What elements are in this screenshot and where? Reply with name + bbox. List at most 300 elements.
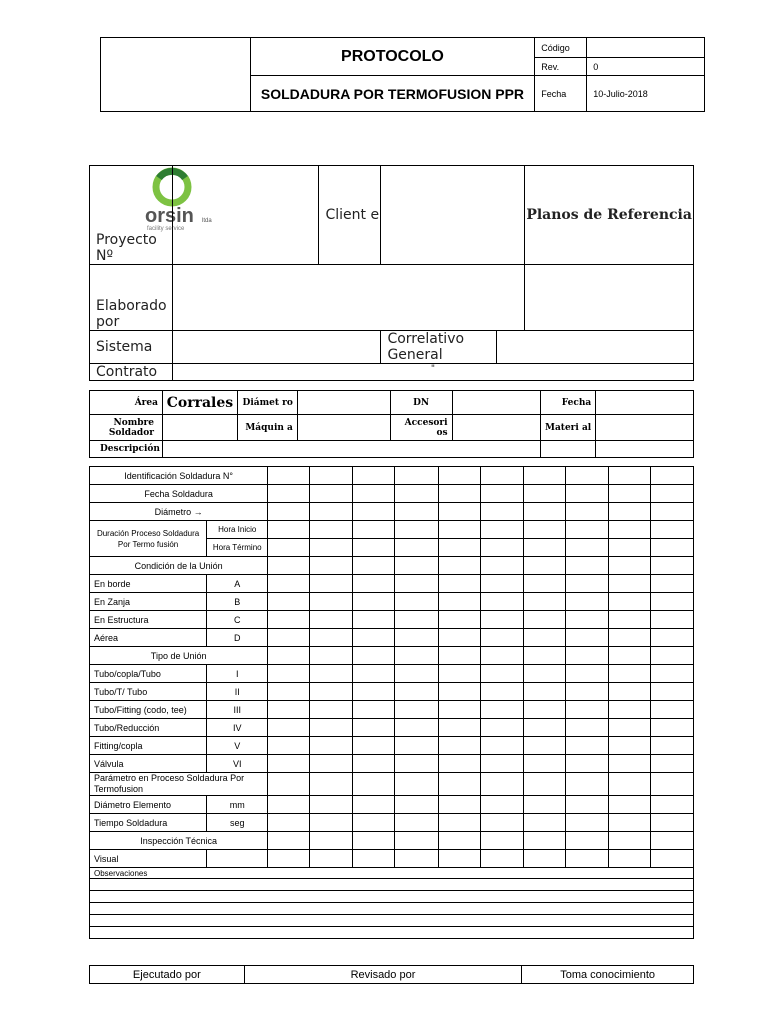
- weld-cell[interactable]: [480, 575, 523, 593]
- sistema-value[interactable]: [172, 331, 380, 364]
- codigo-label: Código: [535, 38, 587, 58]
- fecha-label: Fecha: [535, 76, 587, 112]
- weld-cell[interactable]: [608, 755, 650, 773]
- header-table: [100, 37, 705, 112]
- weld-cell[interactable]: [565, 593, 608, 611]
- weld-cell[interactable]: [395, 796, 438, 814]
- weld-cell[interactable]: [650, 557, 693, 575]
- weld-cell[interactable]: [268, 773, 310, 796]
- weld-cell[interactable]: [438, 665, 480, 683]
- weld-cell[interactable]: [438, 832, 480, 850]
- project-table: [89, 165, 694, 381]
- weld-cell[interactable]: [608, 593, 650, 611]
- weld-cell[interactable]: [438, 503, 480, 521]
- material-label: Materi al: [541, 415, 596, 441]
- descripcion-extra-2[interactable]: [596, 441, 694, 458]
- weld-cell[interactable]: [523, 629, 565, 647]
- accesorios-value[interactable]: [452, 415, 541, 441]
- weld-cell[interactable]: [310, 629, 353, 647]
- weld-cell[interactable]: [565, 611, 608, 629]
- weld-cell[interactable]: [268, 832, 310, 850]
- weld-cell[interactable]: [310, 485, 353, 503]
- weld-cell[interactable]: [523, 773, 565, 796]
- identificacion-label: Identificación Soldadura N°: [90, 467, 268, 485]
- weld-cell[interactable]: [310, 773, 353, 796]
- weld-cell[interactable]: [268, 701, 310, 719]
- weld-cell[interactable]: [565, 503, 608, 521]
- weld-cell[interactable]: [353, 755, 395, 773]
- weld-cell[interactable]: [565, 832, 608, 850]
- weld-cell[interactable]: [310, 593, 353, 611]
- proyecto-value[interactable]: [172, 166, 319, 265]
- weld-cell[interactable]: [310, 755, 353, 773]
- protocol-title: PROTOCOLO: [250, 38, 535, 76]
- dn-label: DN: [390, 391, 452, 415]
- weld-cell[interactable]: [353, 467, 395, 485]
- weld-cell[interactable]: [650, 485, 693, 503]
- weld-cell[interactable]: [565, 701, 608, 719]
- weld-cell[interactable]: [480, 683, 523, 701]
- observaciones-line[interactable]: [90, 915, 694, 927]
- weld-cell[interactable]: [480, 755, 523, 773]
- weld-cell[interactable]: [650, 593, 693, 611]
- weld-cell[interactable]: [480, 629, 523, 647]
- weld-cell[interactable]: [395, 850, 438, 868]
- tipo-2-code: III: [207, 701, 268, 719]
- weld-cell[interactable]: [395, 665, 438, 683]
- weld-cell[interactable]: [523, 814, 565, 832]
- weld-cell[interactable]: [353, 683, 395, 701]
- nombre-soldador-label: Nombre Soldador: [90, 415, 163, 441]
- weld-cell[interactable]: [268, 796, 310, 814]
- weld-cell[interactable]: [608, 719, 650, 737]
- condicion-3-code: D: [207, 629, 268, 647]
- weld-cell[interactable]: [438, 773, 480, 796]
- weld-cell[interactable]: [353, 773, 395, 796]
- weld-cell[interactable]: [438, 647, 480, 665]
- elaborado-label: Elaborado por: [90, 265, 173, 331]
- weld-cell[interactable]: [608, 629, 650, 647]
- weld-cell[interactable]: [565, 575, 608, 593]
- weld-cell[interactable]: [650, 773, 693, 796]
- weld-cell[interactable]: [565, 773, 608, 796]
- weld-cell[interactable]: [565, 850, 608, 868]
- weld-cell[interactable]: [608, 683, 650, 701]
- weld-cell[interactable]: [268, 665, 310, 683]
- weld-cell[interactable]: [395, 755, 438, 773]
- weld-cell[interactable]: [353, 503, 395, 521]
- weld-cell[interactable]: [310, 647, 353, 665]
- weld-cell[interactable]: [565, 665, 608, 683]
- weld-cell[interactable]: [565, 557, 608, 575]
- observaciones-line[interactable]: [90, 903, 694, 915]
- weld-cell[interactable]: [608, 737, 650, 755]
- parametro-1-label: Tiempo Soldadura: [90, 814, 207, 832]
- weld-cell[interactable]: [310, 467, 353, 485]
- weld-cell[interactable]: [480, 773, 523, 796]
- weld-cell[interactable]: [353, 796, 395, 814]
- weld-cell[interactable]: [650, 503, 693, 521]
- weld-cell[interactable]: [650, 796, 693, 814]
- weld-cell[interactable]: [438, 575, 480, 593]
- weld-cell[interactable]: [565, 467, 608, 485]
- rev-value[interactable]: 0: [587, 58, 705, 76]
- weld-cell[interactable]: [438, 683, 480, 701]
- weld-cell[interactable]: [395, 701, 438, 719]
- weld-cell[interactable]: [565, 796, 608, 814]
- weld-cell[interactable]: [395, 575, 438, 593]
- weld-cell[interactable]: [650, 814, 693, 832]
- weld-cell[interactable]: [395, 737, 438, 755]
- weld-cell[interactable]: [650, 755, 693, 773]
- weld-cell[interactable]: [565, 539, 608, 557]
- weld-cell[interactable]: [395, 485, 438, 503]
- weld-cell[interactable]: [480, 832, 523, 850]
- tipo-0-code: I: [207, 665, 268, 683]
- weld-cell[interactable]: [395, 773, 438, 796]
- weld-cell[interactable]: [523, 467, 565, 485]
- tipo-2-label: Tubo/Fitting (codo, tee): [90, 701, 207, 719]
- weld-cell[interactable]: [353, 647, 395, 665]
- weld-cell[interactable]: [353, 832, 395, 850]
- proyecto-label: Proyecto Nº: [90, 166, 173, 265]
- weld-cell[interactable]: [480, 701, 523, 719]
- codigo-value[interactable]: [587, 38, 705, 58]
- weld-cell[interactable]: [353, 701, 395, 719]
- diametro-label: Diámet ro: [237, 391, 297, 415]
- tipo-1-code: II: [207, 683, 268, 701]
- maquina-value[interactable]: [297, 415, 390, 441]
- weld-cell[interactable]: [268, 593, 310, 611]
- weld-cell[interactable]: [650, 719, 693, 737]
- weld-cell[interactable]: [523, 539, 565, 557]
- planos-value[interactable]: [525, 265, 694, 331]
- tipo-3-label: Tubo/Reducción: [90, 719, 207, 737]
- weld-cell[interactable]: [480, 557, 523, 575]
- weld-cell[interactable]: [310, 796, 353, 814]
- weld-cell[interactable]: [608, 539, 650, 557]
- elaborado-value[interactable]: [172, 265, 524, 331]
- weld-cell[interactable]: [608, 503, 650, 521]
- contrato-label: Contrato: [90, 364, 173, 381]
- weld-cell[interactable]: [353, 539, 395, 557]
- weld-cell[interactable]: [650, 683, 693, 701]
- weld-cell[interactable]: [353, 814, 395, 832]
- weld-cell[interactable]: [608, 575, 650, 593]
- weld-cell[interactable]: [438, 467, 480, 485]
- weld-cell[interactable]: [395, 832, 438, 850]
- weld-cell[interactable]: [565, 755, 608, 773]
- weld-cell[interactable]: [480, 647, 523, 665]
- weld-cell[interactable]: [353, 593, 395, 611]
- weld-cell[interactable]: [523, 521, 565, 539]
- weld-cell[interactable]: [608, 521, 650, 539]
- area-table: [89, 390, 694, 458]
- weld-cell[interactable]: [608, 647, 650, 665]
- condicion-label: Condición de la Unión: [90, 557, 268, 575]
- logo-tagline: facility service: [147, 226, 185, 232]
- weld-cell[interactable]: [480, 503, 523, 521]
- observaciones-label: Observaciones: [90, 868, 694, 879]
- weld-cell[interactable]: [438, 593, 480, 611]
- weld-cell[interactable]: [310, 557, 353, 575]
- observaciones-line[interactable]: [90, 927, 694, 939]
- fecha-value[interactable]: 10-Julio-2018: [587, 76, 705, 112]
- descripcion-extra-1[interactable]: [541, 441, 596, 458]
- weld-cell[interactable]: [395, 814, 438, 832]
- weld-cell[interactable]: [310, 719, 353, 737]
- weld-cell[interactable]: [438, 629, 480, 647]
- weld-cell[interactable]: [310, 611, 353, 629]
- parametro-0-code: mm: [207, 796, 268, 814]
- logo-suffix: ltda: [202, 218, 212, 224]
- weld-cell[interactable]: [395, 557, 438, 575]
- weld-cell[interactable]: [650, 737, 693, 755]
- weld-cell[interactable]: [310, 814, 353, 832]
- tipo-0-label: Tubo/copla/Tubo: [90, 665, 207, 683]
- weld-cell[interactable]: [480, 593, 523, 611]
- weld-cell[interactable]: [268, 814, 310, 832]
- weld-cell[interactable]: [565, 485, 608, 503]
- parametro-0-label: Diámetro Elemento: [90, 796, 207, 814]
- parametro-label: Parámetro en Proceso Soldadura Por Termofusion: [90, 773, 268, 796]
- weld-cell[interactable]: [565, 629, 608, 647]
- parametro-1-code: seg: [207, 814, 268, 832]
- weld-cell[interactable]: [608, 557, 650, 575]
- weld-cell[interactable]: [523, 665, 565, 683]
- weld-cell[interactable]: [650, 539, 693, 557]
- weld-cell[interactable]: [650, 665, 693, 683]
- weld-cell[interactable]: [310, 737, 353, 755]
- weld-cell[interactable]: [650, 629, 693, 647]
- condicion-0-code: A: [207, 575, 268, 593]
- tipo-3-code: IV: [207, 719, 268, 737]
- correlativo-value[interactable]: [497, 331, 694, 364]
- weld-cell[interactable]: [353, 485, 395, 503]
- fecha-area-label: Fecha: [541, 391, 596, 415]
- weld-cell[interactable]: [565, 647, 608, 665]
- weld-cell[interactable]: [523, 611, 565, 629]
- weld-cell[interactable]: [650, 832, 693, 850]
- weld-cell[interactable]: [480, 665, 523, 683]
- protocol-subtitle: SOLDADURA POR TERMOFUSION PPR: [250, 76, 535, 112]
- weld-cell[interactable]: [268, 647, 310, 665]
- weld-cell[interactable]: [395, 503, 438, 521]
- weld-cell[interactable]: [608, 850, 650, 868]
- weld-cell[interactable]: [438, 557, 480, 575]
- weld-cell[interactable]: [523, 755, 565, 773]
- maquina-label: Máquin a: [237, 415, 297, 441]
- condicion-2-label: En Estructura: [90, 611, 207, 629]
- weld-cell[interactable]: [395, 593, 438, 611]
- weld-cell[interactable]: [310, 575, 353, 593]
- weld-cell[interactable]: [268, 683, 310, 701]
- weld-cell[interactable]: [608, 467, 650, 485]
- fecha-area-value[interactable]: [596, 391, 694, 415]
- condicion-2-code: C: [207, 611, 268, 629]
- correlativo-label: Correlativo General: [381, 331, 497, 364]
- weld-cell[interactable]: [523, 796, 565, 814]
- weld-cell[interactable]: [395, 521, 438, 539]
- material-value[interactable]: [596, 415, 694, 441]
- weld-cell[interactable]: [608, 814, 650, 832]
- weld-cell[interactable]: [523, 683, 565, 701]
- weld-cell[interactable]: [480, 485, 523, 503]
- weld-cell[interactable]: [650, 467, 693, 485]
- weld-cell[interactable]: [523, 719, 565, 737]
- hora-inicio-label: Hora Inicio: [207, 521, 268, 539]
- weld-cell[interactable]: [438, 814, 480, 832]
- weld-cell[interactable]: [353, 521, 395, 539]
- condicion-1-label: En Zanja: [90, 593, 207, 611]
- area-value[interactable]: Corrales: [162, 391, 237, 415]
- weld-cell[interactable]: [608, 485, 650, 503]
- weld-cell[interactable]: [395, 611, 438, 629]
- tipo-5-code: VI: [207, 755, 268, 773]
- weld-cell[interactable]: [268, 557, 310, 575]
- sistema-label: Sistema: [90, 331, 173, 364]
- weld-cell[interactable]: [608, 701, 650, 719]
- revisado-por[interactable]: Revisado por: [244, 966, 521, 984]
- diametro-row-label: Diámetro →: [90, 503, 268, 521]
- weld-cell[interactable]: [353, 629, 395, 647]
- weld-cell[interactable]: [523, 575, 565, 593]
- weld-cell[interactable]: [310, 665, 353, 683]
- weld-cell[interactable]: [438, 485, 480, 503]
- weld-cell[interactable]: [268, 503, 310, 521]
- weld-cell[interactable]: [310, 683, 353, 701]
- weld-cell[interactable]: [310, 539, 353, 557]
- tipo-5-label: Válvula: [90, 755, 207, 773]
- dn-value[interactable]: [452, 391, 541, 415]
- weld-cell[interactable]: [480, 814, 523, 832]
- weld-cell[interactable]: [353, 719, 395, 737]
- diametro-value[interactable]: [297, 391, 390, 415]
- weld-cell[interactable]: [268, 485, 310, 503]
- weld-cell[interactable]: [480, 521, 523, 539]
- weld-cell[interactable]: [268, 719, 310, 737]
- weld-cell[interactable]: [395, 467, 438, 485]
- weld-cell[interactable]: [480, 611, 523, 629]
- weld-cell[interactable]: [438, 539, 480, 557]
- weld-cell[interactable]: [480, 719, 523, 737]
- weld-cell[interactable]: [565, 719, 608, 737]
- weld-cell[interactable]: [268, 575, 310, 593]
- weld-cell[interactable]: [480, 467, 523, 485]
- weld-cell[interactable]: [310, 701, 353, 719]
- weld-cell[interactable]: [523, 503, 565, 521]
- weld-cell[interactable]: [608, 611, 650, 629]
- weld-cell[interactable]: [650, 575, 693, 593]
- weld-cell[interactable]: [268, 467, 310, 485]
- weld-cell[interactable]: [438, 755, 480, 773]
- weld-cell[interactable]: [438, 850, 480, 868]
- weld-cell[interactable]: [480, 539, 523, 557]
- contrato-value[interactable]: ": [172, 364, 693, 381]
- condicion-1-code: B: [207, 593, 268, 611]
- weld-cell[interactable]: [353, 850, 395, 868]
- welding-grid: [89, 466, 694, 939]
- condicion-3-label: Aérea: [90, 629, 207, 647]
- weld-cell[interactable]: [523, 701, 565, 719]
- weld-cell[interactable]: [353, 557, 395, 575]
- weld-cell[interactable]: [608, 665, 650, 683]
- weld-cell[interactable]: [310, 850, 353, 868]
- weld-cell[interactable]: [650, 647, 693, 665]
- weld-cell[interactable]: [650, 701, 693, 719]
- hora-termino-label: Hora Término: [207, 539, 268, 557]
- weld-cell[interactable]: [650, 611, 693, 629]
- weld-cell[interactable]: [268, 539, 310, 557]
- weld-cell[interactable]: [353, 737, 395, 755]
- weld-cell[interactable]: [523, 647, 565, 665]
- weld-cell[interactable]: [438, 719, 480, 737]
- weld-cell[interactable]: [523, 737, 565, 755]
- weld-cell[interactable]: [480, 737, 523, 755]
- weld-cell[interactable]: [438, 521, 480, 539]
- weld-cell[interactable]: [310, 832, 353, 850]
- weld-cell[interactable]: [268, 521, 310, 539]
- weld-cell[interactable]: [650, 521, 693, 539]
- weld-cell[interactable]: [268, 737, 310, 755]
- weld-cell[interactable]: [395, 629, 438, 647]
- weld-cell[interactable]: [438, 701, 480, 719]
- weld-cell[interactable]: [268, 755, 310, 773]
- weld-cell[interactable]: [438, 737, 480, 755]
- weld-cell[interactable]: [565, 521, 608, 539]
- weld-cell[interactable]: [565, 814, 608, 832]
- weld-cell[interactable]: [310, 503, 353, 521]
- weld-cell[interactable]: [608, 796, 650, 814]
- weld-cell[interactable]: [353, 575, 395, 593]
- weld-cell[interactable]: [565, 683, 608, 701]
- weld-cell[interactable]: [650, 850, 693, 868]
- weld-cell[interactable]: [523, 832, 565, 850]
- weld-cell[interactable]: [438, 611, 480, 629]
- weld-cell[interactable]: [523, 557, 565, 575]
- weld-cell[interactable]: [523, 593, 565, 611]
- weld-cell[interactable]: [310, 521, 353, 539]
- toma-conocimiento[interactable]: Toma conocimiento: [522, 966, 694, 984]
- weld-cell[interactable]: [395, 683, 438, 701]
- weld-cell[interactable]: [480, 850, 523, 868]
- weld-cell[interactable]: [438, 796, 480, 814]
- weld-cell[interactable]: [395, 539, 438, 557]
- observaciones-line[interactable]: [90, 879, 694, 891]
- duracion-label: Duración Proceso Soldadura Por Termo fusión: [90, 521, 207, 557]
- weld-cell[interactable]: [523, 485, 565, 503]
- observaciones-line[interactable]: [90, 891, 694, 903]
- tipo-union-label: Tipo de Unión: [90, 647, 268, 665]
- weld-cell[interactable]: [353, 611, 395, 629]
- weld-cell[interactable]: [268, 611, 310, 629]
- weld-cell[interactable]: [608, 832, 650, 850]
- weld-cell[interactable]: [268, 629, 310, 647]
- descripcion-label: Descripción: [90, 441, 163, 458]
- cliente-value[interactable]: [381, 166, 525, 265]
- weld-cell[interactable]: [565, 737, 608, 755]
- ejecutado-por[interactable]: Ejecutado por: [90, 966, 245, 984]
- weld-cell[interactable]: [395, 647, 438, 665]
- weld-cell[interactable]: [395, 719, 438, 737]
- weld-cell[interactable]: [480, 796, 523, 814]
- nombre-soldador-value[interactable]: [162, 415, 237, 441]
- weld-cell[interactable]: [353, 665, 395, 683]
- descripcion-value[interactable]: [162, 441, 540, 458]
- weld-cell[interactable]: [523, 850, 565, 868]
- weld-cell[interactable]: [608, 773, 650, 796]
- weld-cell[interactable]: [268, 850, 310, 868]
